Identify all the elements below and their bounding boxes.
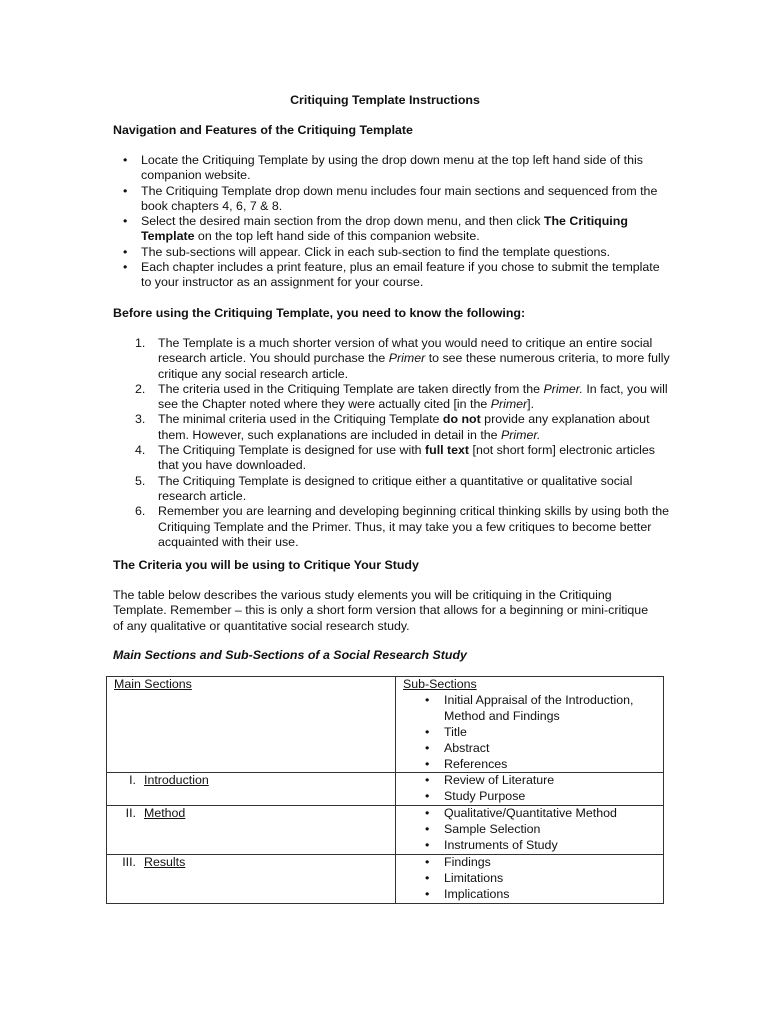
list-item: • Each chapter includes a print feature, plus an email feature if you chose to submit the template to your instructor as an assignment for your course. — [113, 260, 673, 291]
list-item: 6. Remember you are learning and developing beginning critical thinking skills by using both the Critiquing Template and the Primer. Thus, it may take you a few critiques to become better acquainted with their use. — [135, 504, 670, 549]
list-item: • Review of Literature — [403, 773, 663, 789]
table-heading: Main Sections and Sub-Sections of a Social Research Study — [113, 648, 467, 662]
list-item: • Sample Selection — [403, 822, 663, 838]
feature-bullet-list — [113, 153, 673, 291]
list-item: • Limitations — [403, 871, 663, 887]
list-item: 5. The Critiquing Template is designed to critique either a quantitative or qualitative social research article. — [135, 473, 633, 503]
list-item: • Study Purpose — [403, 789, 663, 805]
numbered-list — [113, 336, 673, 550]
list-item: • Locate the Critiquing Template by using the drop down menu at the top left hand side of this companion website. — [113, 153, 673, 184]
main-sections-header: Main Sections — [107, 677, 396, 773]
list-item: 1. The Template is a much shorter version of what you would need to critique an entire social research article. You should purchase the Primer to see these numerous criteria, to more fully critique any social research article. — [135, 336, 670, 381]
criteria-heading: The Criteria you will be using to Critique Your Study — [113, 558, 419, 572]
sub-sections-header: Sub-Sections • Initial Appraisal of the Introduction, Method and Findings • Title • Abstract • References — [396, 677, 664, 773]
list-item: • Implications — [403, 887, 663, 903]
list-item: • Select the desired main section from the drop down menu, and then click The Critiquing Template on the top left hand side of this companion website. — [113, 214, 673, 245]
list-item: • Qualitative/Quantitative Method — [403, 806, 663, 822]
table-row: I. Introduction • Review of Literature • Study Purpose — [107, 773, 664, 806]
table-row: III. Results • Findings • Limitations • Implications — [107, 854, 664, 903]
list-item: • The sub-sections will appear. Click in each sub-section to find the template questions. — [113, 245, 673, 260]
nav-heading: Navigation and Features of the Critiquing Template — [113, 123, 413, 137]
table-header-row — [107, 677, 664, 773]
list-item: 3. The minimal criteria used in the Critiquing Template do not provide any explanation about them. However, such explanations are included in detail in the Primer. — [135, 412, 650, 442]
table-row: II. Method • Qualitative/Quantitative Method • Sample Selection • Instruments of Study — [107, 806, 664, 855]
list-item: • Title — [403, 725, 663, 741]
list-item: • Initial Appraisal of the Introduction, Method and Findings — [403, 693, 663, 725]
list-item: 4. The Critiquing Template is designed for use with full text [not short form] electronic articles that you have downloaded. — [135, 443, 655, 473]
list-item: 2. The criteria used in the Critiquing Template are taken directly from the Primer. In fact, you will see the Chapter noted where they were actually cited [in the Primer]. — [135, 381, 668, 412]
criteria-paragraph: The table below describes the various study elements you will be critiquing in the Critiquing Template. Remember – this is only a short form version that allows for a beginning or mini-critique of any qualitative or quantitative social research study. — [113, 588, 649, 633]
sections-table — [106, 676, 664, 904]
before-heading: Before using the Critiquing Template, you need to know the following: — [113, 306, 526, 320]
document-title: Critiquing Template Instructions — [290, 93, 480, 107]
list-item: • Instruments of Study — [403, 838, 663, 854]
list-item: • The Critiquing Template drop down menu includes four main sections and sequenced from the book chapters 4, 6, 7 & 8. — [113, 184, 673, 215]
list-item: • Findings — [403, 855, 663, 871]
list-item: • References — [403, 757, 663, 773]
list-item: • Abstract — [403, 741, 663, 757]
